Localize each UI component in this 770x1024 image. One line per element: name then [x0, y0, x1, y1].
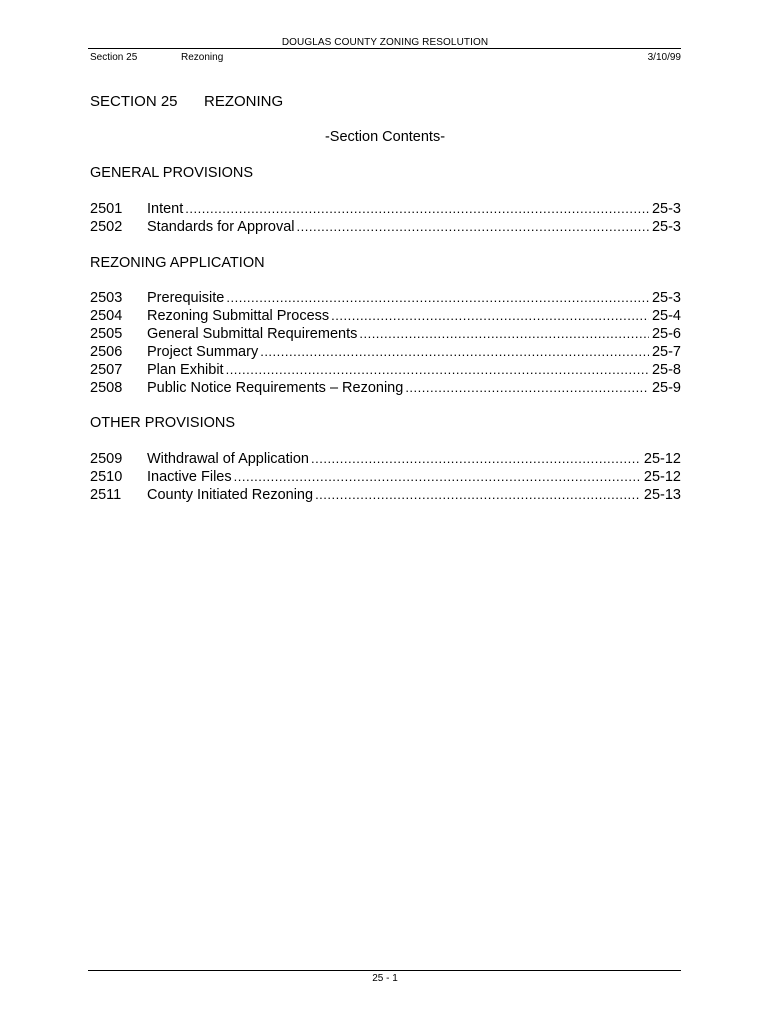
entry-page: 25-3 [651, 201, 681, 217]
entry-number: 2504 [90, 308, 123, 324]
toc-general [90, 201, 681, 237]
dot-leader [226, 290, 649, 305]
group-heading-other: OTHER PROVISIONS [90, 415, 236, 431]
entry-page: 25-12 [643, 451, 681, 467]
entry-name: General Submittal Requirements [147, 326, 358, 342]
entry-number: 2508 [90, 380, 123, 396]
group-heading-general: GENERAL PROVISIONS [90, 165, 254, 181]
toc-entry[interactable] [90, 451, 681, 469]
toc-entry[interactable] [90, 487, 681, 505]
header-topic: Rezoning [181, 52, 224, 63]
entry-name: Plan Exhibit [147, 362, 224, 378]
dot-leader [359, 326, 649, 341]
entry-page: 25-13 [643, 487, 681, 503]
entry-page: 25-4 [651, 308, 681, 324]
dot-leader [331, 308, 649, 323]
dot-leader [185, 201, 649, 216]
toc-entry[interactable] [90, 308, 681, 326]
header-rule [88, 48, 681, 49]
toc-entry[interactable] [90, 219, 681, 237]
section-title: REZONING [204, 93, 284, 110]
entry-number: 2509 [90, 451, 123, 467]
dot-leader [260, 344, 649, 359]
entry-page: 25-3 [651, 219, 681, 235]
entry-name: Public Notice Requirements – Rezoning [147, 380, 404, 396]
toc-entry[interactable] [90, 380, 681, 398]
entry-name: Prerequisite [147, 290, 225, 306]
page-number: 25 - 1 [372, 973, 398, 984]
entry-number: 2507 [90, 362, 123, 378]
dot-leader [311, 451, 641, 466]
dot-leader [234, 469, 641, 484]
toc-entry[interactable] [90, 469, 681, 487]
entry-name: Intent [147, 201, 184, 217]
header-date: 3/10/99 [647, 52, 681, 63]
footer-rule [88, 970, 681, 971]
document-title: DOUGLAS COUNTY ZONING RESOLUTION [281, 37, 489, 48]
contents-label: -Section Contents- [324, 129, 446, 145]
header-section: Section 25 [90, 52, 138, 63]
page-header [90, 52, 681, 66]
entry-page: 25-7 [651, 344, 681, 360]
section-number: SECTION 25 [90, 93, 178, 110]
entry-name: Inactive Files [147, 469, 232, 485]
toc-entry[interactable] [90, 290, 681, 308]
entry-number: 2503 [90, 290, 123, 306]
toc-other [90, 451, 681, 505]
entry-number: 2511 [90, 487, 122, 503]
toc-entry[interactable] [90, 362, 681, 380]
entry-name: Project Summary [147, 344, 259, 360]
entry-page: 25-12 [643, 469, 681, 485]
entry-name: Standards for Approval [147, 219, 295, 235]
entry-name: County Initiated Rezoning [147, 487, 314, 503]
toc-application [90, 290, 681, 398]
entry-number: 2510 [90, 469, 123, 485]
toc-entry[interactable] [90, 326, 681, 344]
entry-page: 25-8 [651, 362, 681, 378]
group-heading-application: REZONING APPLICATION [90, 255, 265, 271]
dot-leader [297, 219, 649, 234]
toc-entry[interactable] [90, 344, 681, 362]
entry-name: Rezoning Submittal Process [147, 308, 330, 324]
entry-name: Withdrawal of Application [147, 451, 309, 467]
section-heading [90, 93, 284, 110]
entry-page: 25-3 [651, 290, 681, 306]
dot-leader [315, 487, 641, 502]
entry-number: 2505 [90, 326, 123, 342]
dot-leader [226, 362, 649, 377]
toc-entry[interactable] [90, 201, 681, 219]
entry-number: 2506 [90, 344, 123, 360]
dot-leader [405, 380, 649, 395]
entry-number: 2502 [90, 219, 123, 235]
entry-page: 25-9 [651, 380, 681, 396]
entry-page: 25-6 [651, 326, 681, 342]
entry-number: 2501 [90, 201, 123, 217]
